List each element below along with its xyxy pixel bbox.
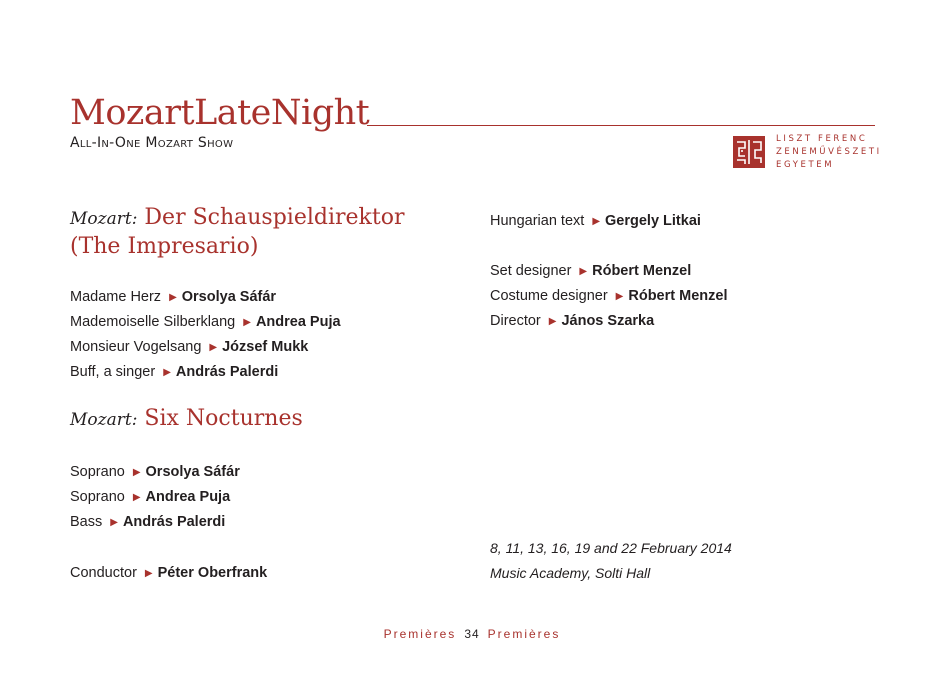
cast-name: András Palerdi (175, 364, 279, 380)
section2-heading (70, 405, 303, 434)
page-subtitle: All-In-One Mozart Show (70, 135, 234, 151)
page-number: 34 (464, 627, 480, 641)
university-logo (733, 133, 883, 173)
arrow-icon: ▶ (548, 316, 557, 327)
credit-name: Róbert Menzel (628, 288, 728, 304)
cast-row (70, 487, 230, 509)
logo-text-line3: EGYETEM (776, 160, 835, 170)
cast-row (70, 512, 225, 534)
performance-dates: 8, 11, 13, 16, 19 and 22 February 2014 (490, 540, 732, 556)
credit-row (490, 211, 701, 233)
credit-row (490, 311, 654, 333)
section1-composer: Mozart: (70, 209, 138, 229)
logo-text-line1: LISZT FERENC (776, 134, 868, 144)
credit-role: Hungarian text (490, 213, 585, 229)
cast-name: Andrea Puja (145, 489, 231, 505)
cast-name: Orsolya Sáfár (145, 464, 240, 480)
cast-name: József Mukk (222, 339, 309, 355)
conductor-role: Conductor (70, 565, 137, 581)
arrow-icon: ▶ (132, 492, 141, 503)
credit-role: Set designer (490, 263, 572, 279)
performance-venue: Music Academy, Solti Hall (490, 565, 651, 581)
section1-title-line1: Der Schauspieldirektor (144, 205, 405, 230)
credit-name: János Szarka (561, 313, 655, 329)
cast-name: András Palerdi (122, 514, 226, 530)
cast-name: Orsolya Sáfár (181, 289, 277, 305)
cast-role: Madame Herz (70, 289, 162, 305)
arrow-icon: ▶ (592, 216, 601, 227)
cast-role: Buff, a singer (70, 364, 156, 380)
footer-left-label: Premières (383, 627, 457, 641)
credit-row (490, 286, 727, 308)
credit-row (490, 261, 691, 283)
cast-row (70, 337, 308, 359)
page-title: MozartLateNight (70, 93, 370, 133)
logo-text-line2: ZENEMŰVÉSZETI (776, 147, 882, 157)
cast-row (70, 362, 278, 384)
cast-role: Monsieur Vogelsang (70, 339, 202, 355)
arrow-icon: ▶ (209, 342, 218, 353)
arrow-icon: ▶ (110, 517, 118, 528)
cast-role: Mademoiselle Silberklang (70, 314, 236, 330)
arrow-icon: ▶ (163, 367, 171, 378)
credit-role: Costume designer (490, 288, 608, 304)
footer-right-label: Premières (487, 627, 561, 641)
credit-role: Director (490, 313, 541, 329)
arrow-icon: ▶ (169, 292, 177, 303)
section2-title: Six Nocturnes (144, 406, 303, 431)
arrow-icon: ▶ (144, 568, 153, 579)
page-footer (0, 627, 944, 641)
section2-composer: Mozart: (70, 410, 138, 430)
section1-title-line2: (The Impresario) (70, 234, 259, 259)
arrow-icon: ▶ (132, 467, 141, 478)
arrow-icon: ▶ (243, 317, 251, 328)
arrow-icon: ▶ (579, 266, 588, 277)
liszt-academy-logo-icon (733, 136, 765, 168)
credit-name: Róbert Menzel (592, 263, 692, 279)
credit-name: Gergely Litkai (605, 213, 701, 229)
arrow-icon: ▶ (615, 291, 624, 302)
cast-name: Andrea Puja (255, 314, 341, 330)
title-rule (367, 125, 875, 126)
cast-row (70, 312, 341, 334)
conductor-row (70, 563, 267, 585)
cast-role: Soprano (70, 489, 125, 505)
cast-role: Soprano (70, 464, 125, 480)
cast-row (70, 287, 276, 309)
cast-row (70, 462, 240, 484)
cast-role: Bass (70, 514, 103, 530)
section1-heading (70, 204, 405, 261)
conductor-name: Péter Oberfrank (157, 565, 268, 581)
